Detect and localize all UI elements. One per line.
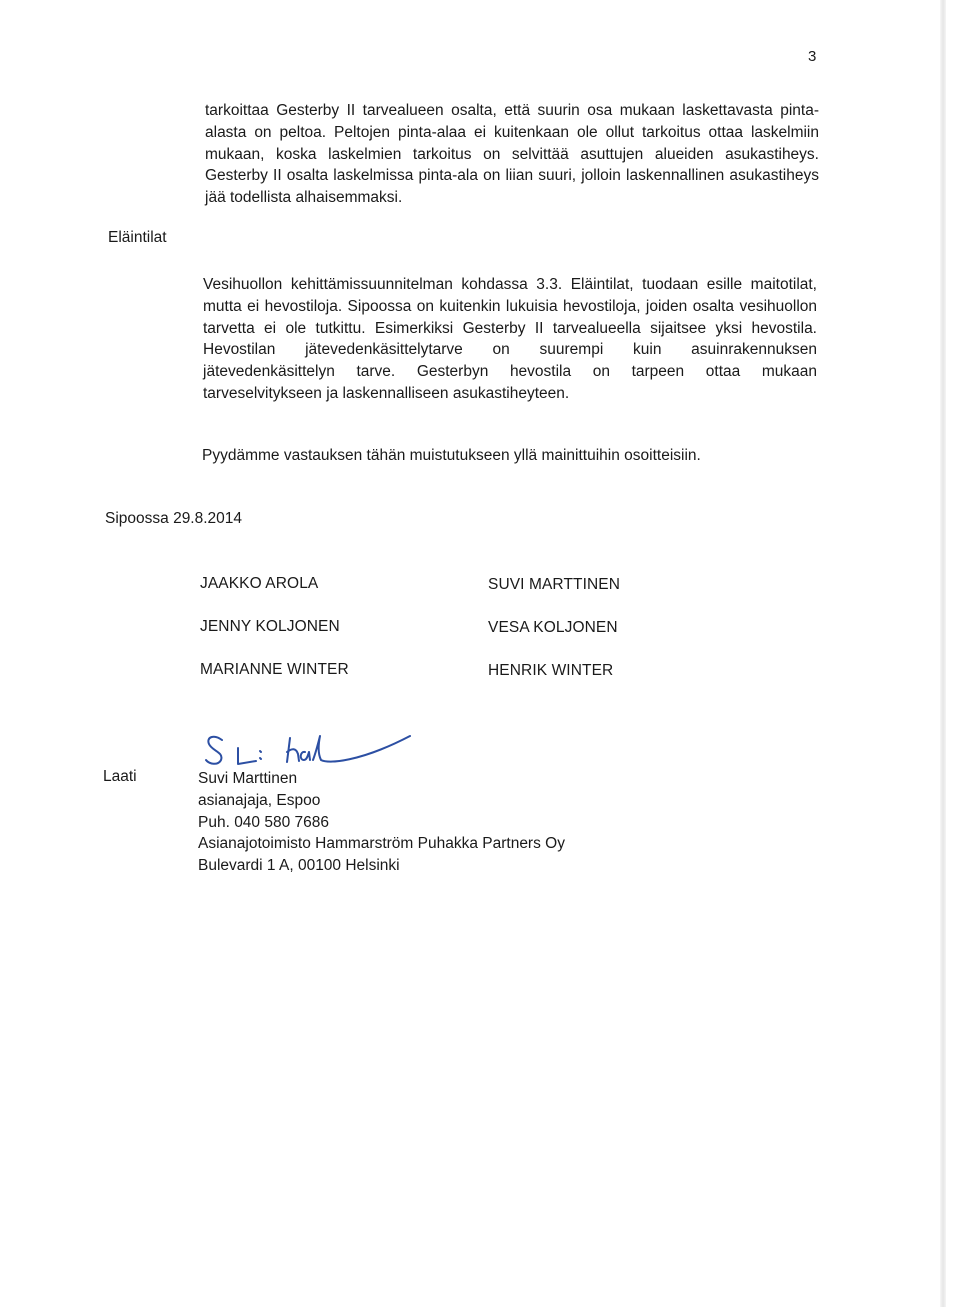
- author-address: Bulevardi 1 A, 00100 Helsinki: [198, 857, 400, 875]
- section-heading-animal-facilities: Eläintilat: [108, 229, 167, 246]
- author-name: Suvi Marttinen: [198, 770, 298, 787]
- signatory-left-2: JENNY KOLJONEN: [200, 618, 340, 635]
- handwritten-signature-icon: [200, 724, 420, 774]
- signatory-left-1: JAAKKO AROLA: [200, 575, 319, 592]
- date-line: Sipoossa 29.8.2014: [105, 510, 243, 527]
- intro-paragraph: tarkoittaa Gesterby II tarvealueen osalta, että suurin osa mukaan laskettavasta pinta-alasta on peltoa. Peltojen pinta-alaa ei kuitenkaan ole ollut tarkoitus ottaa laskelmiin mukaan, koska laskelmien tarkoitus on selvittää asuttujen alueiden asukastiheys. Gesterby II osalta laskelmissa pinta-ala on liian suuri, jolloin laskennallinen asukastiheys jää todellista alhaisemmaksi.: [205, 102, 819, 207]
- signatory-right-3: HENRIK WINTER: [488, 662, 614, 679]
- signatory-left-3: MARIANNE WINTER: [200, 661, 349, 678]
- prepared-by-label: Laati: [103, 768, 137, 785]
- author-title: asianajaja, Espoo: [198, 791, 321, 809]
- signatory-right-2: VESA KOLJONEN: [488, 619, 618, 636]
- author-firm: Asianajotoimisto Hammarström Puhakka Partners Oy: [198, 835, 565, 853]
- author-phone: Puh. 040 580 7686: [198, 813, 330, 831]
- closing-request: Pyydämme vastauksen tähän muistutukseen yllä mainittuihin osoitteisiin.: [202, 447, 701, 464]
- page-edge-shadow: [940, 0, 946, 1307]
- signatory-right-1: SUVI MARTTINEN: [488, 576, 621, 593]
- animal-facilities-paragraph: Vesihuollon kehittämissuunnitelman kohdassa 3.3. Eläintilat, tuodaan esille maitotilat, mutta ei hevostiloja. Sipoossa on kuitenkin lukuisia hevostiloja, joiden osalta vesihuollon tarvetta ei ole tutkittu. Esimerkiksi Gesterby II tarvealueella sijaitsee yksi hevostila. Hevostilan jätevedenkäsittelytarve on suurempi kuin asuinrakennuksen jätevedenkäsittelyn tarve. Gesterbyn hevostila on tarpeen ottaa mukaan tarveselvitykseen ja laskennalliseen asukastiheyteen.: [203, 276, 817, 402]
- page-number: 3: [808, 48, 817, 65]
- author-contact-block: [198, 768, 565, 877]
